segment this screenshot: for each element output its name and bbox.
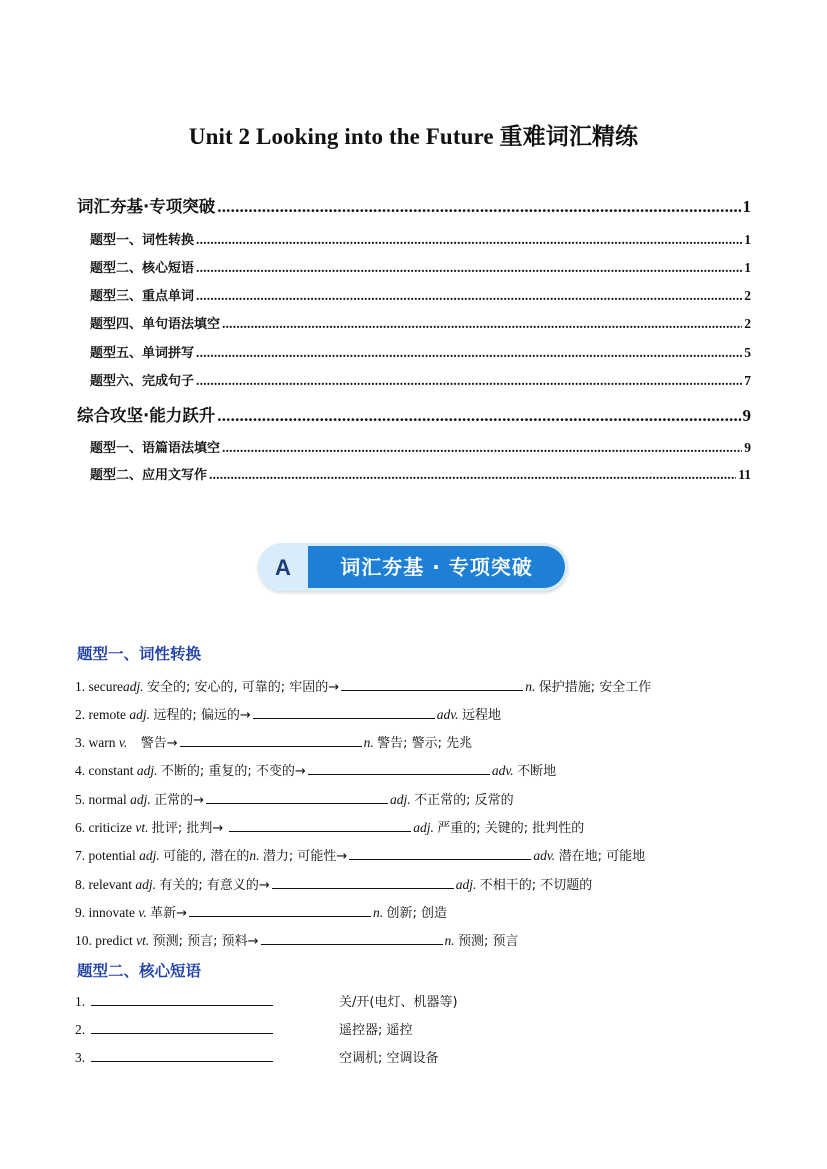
toc-label: 综合攻坚·能力跃升 [77,406,216,425]
target-pos: n. [373,905,384,920]
toc-entry[interactable] [90,464,751,483]
item-pos: adj. [136,763,158,778]
banner-letter: A [275,555,291,580]
toc-entry[interactable] [90,370,751,389]
exercise-item [75,760,556,779]
item-meaning: 不断的; 重复的; 不变的→ [160,764,306,779]
toc-label: 题型二、核心短语 [90,261,195,276]
exercise-item [75,704,501,723]
exercise-item [75,874,592,893]
exercise-item [75,991,458,1010]
item-number: 4. [75,763,86,778]
toc-page: 9 [744,440,751,455]
exercise-item [75,676,651,695]
item-meaning: 可能的, 潜在的 [163,849,250,864]
item-word: potential [88,848,136,863]
toc-entry[interactable] [77,193,751,217]
toc-page: 5 [744,345,751,360]
exercise-item [75,732,472,751]
answer-blank[interactable] [272,876,454,889]
item-meaning-secondary: 潜力; 可能性→ [262,849,348,864]
item-number: 1. [75,679,86,694]
toc-entry[interactable] [90,257,751,276]
item-pos: v. [138,905,147,920]
page-title: Unit 2 Looking into the Future 重难词汇精练 [188,124,639,149]
answer-blank[interactable] [91,993,273,1006]
toc-page: 1 [744,260,751,275]
target-meaning: 严重的; 关键的; 批判性的 [437,821,585,836]
item-word: innovate [88,905,135,920]
answer-blank[interactable] [229,819,411,832]
toc-entry[interactable] [90,342,751,361]
item-word: predict [95,933,133,948]
item-number: 10. [75,933,92,948]
toc-page: 7 [744,373,751,388]
exercise-item [75,930,519,949]
item-meaning: 空调机; 空调设备 [339,1051,439,1066]
item-number: 3. [75,1050,86,1065]
toc-leader [196,373,742,389]
target-meaning: 创新; 创造 [386,906,448,921]
section-banner [258,543,568,591]
item-pos: vt. [136,933,150,948]
item-pos: adj. [122,679,144,694]
item-number: 7. [75,848,86,863]
answer-blank[interactable] [180,734,362,747]
item-word: relevant [88,877,132,892]
toc-leader [196,288,742,304]
answer-blank[interactable] [341,678,523,691]
target-meaning: 保护措施; 安全工作 [538,680,652,695]
item-meaning: 批评; 批判→ [151,821,224,836]
toc-label: 题型六、完成句子 [90,374,195,389]
target-meaning: 警告; 警示; 先兆 [377,736,473,751]
item-meaning: 有关的; 有意义的→ [159,878,270,893]
target-pos: adj. [413,820,434,835]
answer-blank[interactable] [261,932,443,945]
item-pos: adj. [139,848,160,863]
toc-entry[interactable] [90,313,751,332]
toc-label: 题型三、重点单词 [90,289,195,304]
exercise-item [75,902,447,921]
toc-leader [196,260,742,276]
toc-leader [217,197,740,217]
item-word: normal [88,792,127,807]
item-meaning: 遥控器; 遥控 [339,1023,413,1038]
toc-leader [196,232,742,248]
target-meaning: 远程地 [462,708,502,723]
item-number: 8. [75,877,86,892]
item-meaning: 远程的; 偏远的→ [153,708,251,723]
section-heading: 题型一、词性转换 [77,645,202,663]
target-meaning: 预测; 预言 [458,934,519,949]
exercise-item [75,789,514,808]
item-word: warn [88,735,116,750]
toc-entry[interactable] [90,229,751,248]
item-meaning: 预测; 预言; 预料→ [152,934,259,949]
toc-page: 1 [742,197,751,216]
toc-page: 2 [744,288,751,303]
answer-blank[interactable] [349,847,531,860]
toc-leader [209,467,736,483]
item-meaning: 警告→ [140,736,178,751]
target-pos: adj. [455,877,477,892]
answer-blank[interactable] [189,904,371,917]
item-pos: adj. [135,877,156,892]
item-number: 1. [75,994,86,1009]
target-meaning: 潜在地; 可能地 [558,849,646,864]
section-heading: 题型二、核心短语 [77,962,202,980]
toc-label: 题型一、语篇语法填空 [90,441,221,456]
target-pos: adv. [491,763,514,778]
target-pos: adj. [390,792,411,807]
item-meaning: 革新→ [150,906,188,921]
target-pos: n. [363,735,374,750]
item-word: secure [88,679,123,694]
target-meaning: 不相干的; 不切题的 [479,878,593,893]
target-meaning: 不正常的; 反常的 [414,793,514,808]
answer-blank[interactable] [206,791,388,804]
target-pos: adv. [436,707,459,722]
exercise-item [75,817,584,836]
item-number: 2. [75,1022,86,1037]
item-number: 3. [75,735,86,750]
item-pos: vt. [135,820,149,835]
item-meaning: 正常的→ [154,793,205,808]
toc-page: 1 [744,232,751,247]
toc-label: 题型五、单词拼写 [90,346,195,361]
banner-text: 词汇夯基 · 专项突破 [308,546,565,588]
item-meaning: 关/开(电灯、机器等) [339,995,458,1010]
toc-label: 词汇夯基·专项突破 [77,197,216,216]
toc-leader [196,345,742,361]
target-pos: n. [444,933,455,948]
answer-blank[interactable] [91,1021,273,1034]
item-number: 9. [75,905,86,920]
toc-entry[interactable] [77,402,751,426]
exercise-item [75,1047,439,1066]
item-pos-secondary: n. [249,848,260,863]
exercise-item [75,845,645,864]
toc-page: 9 [742,406,751,425]
toc-label: 题型一、词性转换 [90,233,195,248]
answer-blank[interactable] [253,706,435,719]
toc-entry[interactable] [90,285,751,304]
item-number: 2. [75,707,86,722]
item-number: 5. [75,792,86,807]
target-pos: n. [525,679,536,694]
toc-label: 题型二、应用文写作 [90,468,208,483]
toc-leader [222,316,742,332]
target-pos: adv. [533,848,556,863]
toc-page: 11 [738,467,751,482]
toc-leader [222,440,742,456]
item-meaning: 安全的; 安心的, 可靠的; 牢固的→ [147,680,340,695]
item-word: constant [88,763,134,778]
item-pos: v. [118,735,128,750]
toc-page: 2 [744,316,751,331]
exercise-item [75,1019,413,1038]
answer-blank[interactable] [308,762,490,775]
toc-entry[interactable] [90,437,751,456]
item-word: criticize [88,820,132,835]
item-pos: adj. [129,707,150,722]
toc-leader [217,406,740,426]
answer-blank[interactable] [91,1049,273,1062]
item-word: remote [88,707,126,722]
item-pos: adj. [130,792,151,807]
item-number: 6. [75,820,86,835]
toc-label: 题型四、单句语法填空 [90,317,221,332]
target-meaning: 不断地 [517,764,557,779]
